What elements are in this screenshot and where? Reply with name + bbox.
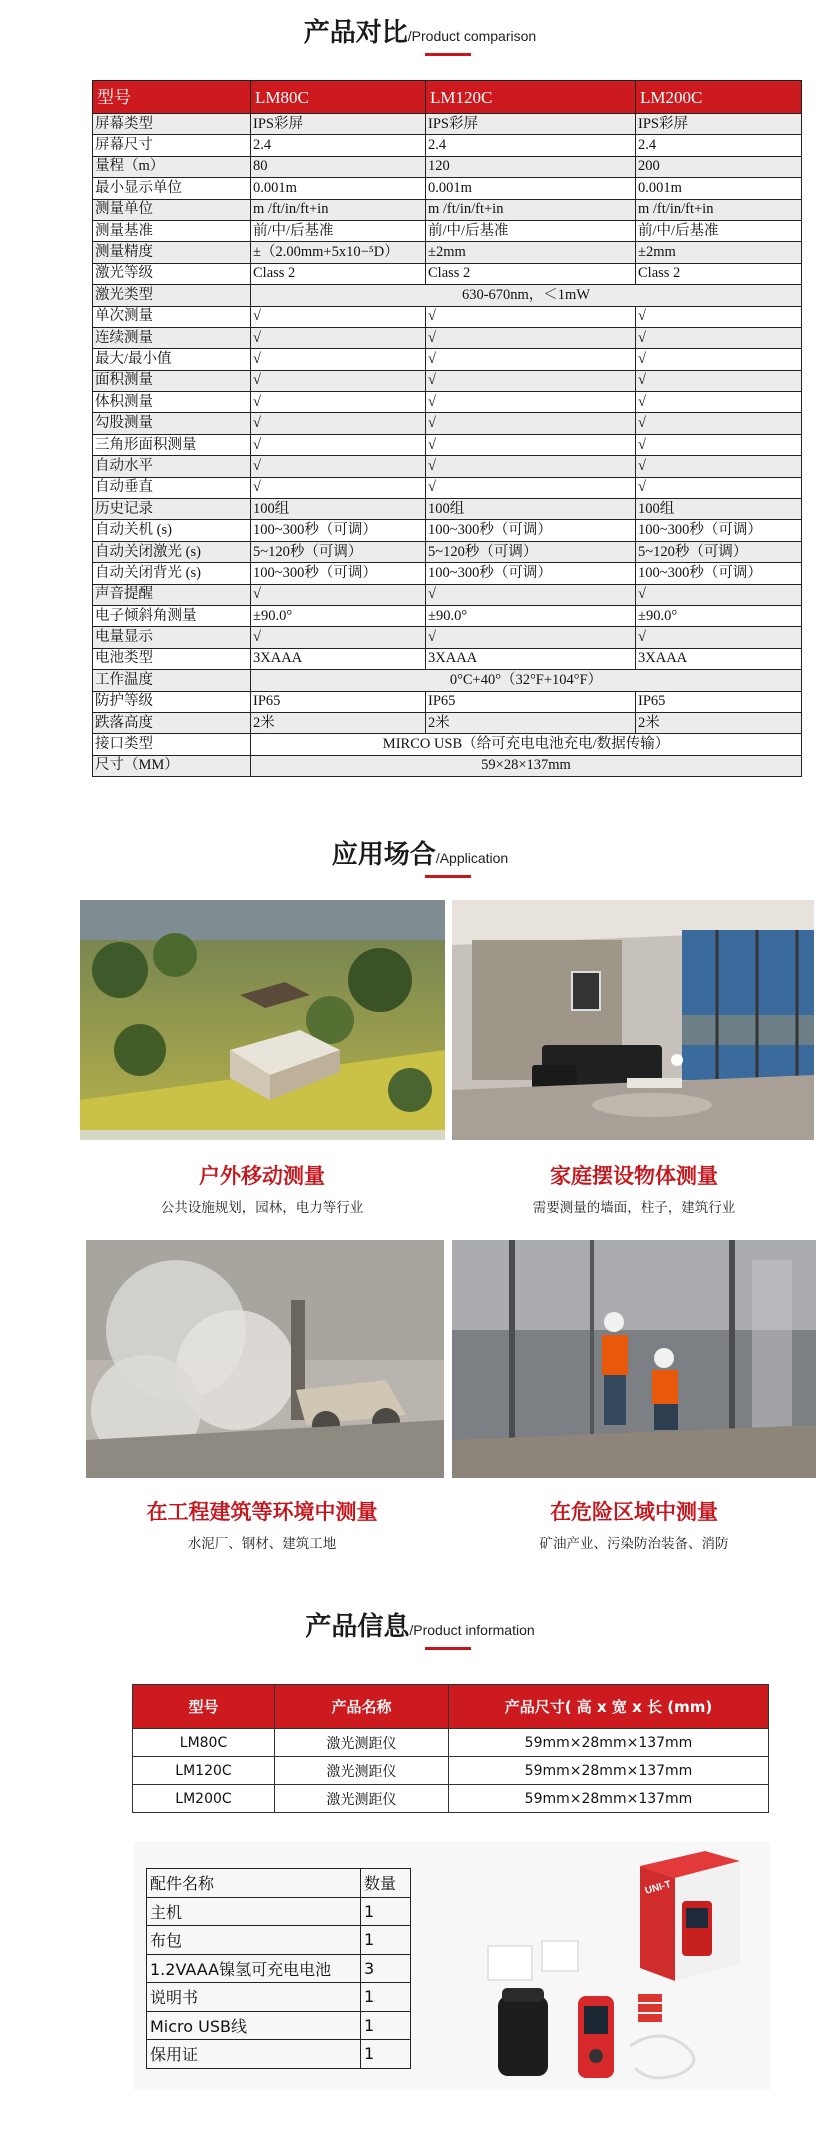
table-cell: √ — [251, 306, 426, 327]
application-title: 户外移动测量 — [199, 1164, 325, 1188]
row-label: 连续测量 — [93, 327, 251, 348]
row-label: 测量精度 — [93, 242, 251, 263]
table-cell: 1 — [361, 1897, 411, 1926]
section-title-application — [0, 834, 840, 878]
table-cell: 100~300秒（可调） — [251, 563, 426, 584]
table-row — [93, 370, 802, 391]
table-row — [147, 1954, 411, 1983]
section-title-comparison — [0, 12, 840, 56]
table-row — [93, 220, 802, 241]
table-cell: √ — [426, 413, 636, 434]
table-cell: ±90.0° — [636, 605, 802, 626]
application-subtitle: 需要测量的墙面，柱子，建筑行业 — [532, 1200, 736, 1216]
section-title-cn: 产品信息 — [305, 1612, 410, 1642]
row-label: 屏幕类型 — [93, 114, 251, 135]
table-cell: √ — [426, 349, 636, 370]
photo-living-room — [452, 900, 814, 1140]
table-cell: IP65 — [251, 691, 426, 712]
table-cell: ±2mm — [636, 242, 802, 263]
table-cell: 前/中/后基准 — [426, 220, 636, 241]
table-cell: √ — [636, 392, 802, 413]
table-cell: 激光测距仪 — [275, 1729, 449, 1757]
package-contents-image — [470, 1846, 770, 2086]
header-cell: 数量 — [361, 1869, 411, 1898]
application-title: 在危险区域中测量 — [550, 1500, 718, 1524]
header-cell: 配件名称 — [147, 1869, 361, 1898]
table-cell: 120 — [426, 156, 636, 177]
header-cell-model: LM80C — [251, 81, 426, 114]
table-row — [147, 2011, 411, 2040]
application-caption — [72, 1160, 452, 1216]
row-label: 最大/最小值 — [93, 349, 251, 370]
table-row — [93, 156, 802, 177]
table-cell: √ — [426, 477, 636, 498]
table-cell: √ — [636, 456, 802, 477]
table-cell: √ — [636, 584, 802, 605]
table-cell: 100~300秒（可调） — [636, 563, 802, 584]
table-row — [133, 1785, 769, 1813]
application-caption — [444, 1160, 824, 1216]
table-cell: ±90.0° — [426, 605, 636, 626]
table-cell: 5~120秒（可调） — [426, 541, 636, 562]
row-label: 单次测量 — [93, 306, 251, 327]
table-cell: √ — [251, 370, 426, 391]
table-cell: √ — [251, 349, 426, 370]
table-row — [93, 691, 802, 712]
table-row — [93, 349, 802, 370]
product-info-table — [132, 1684, 769, 1813]
table-cell: √ — [636, 370, 802, 391]
table-cell: √ — [636, 434, 802, 455]
table-cell-merged: 59×28×137mm — [251, 755, 802, 776]
row-label: 跌落高度 — [93, 712, 251, 733]
table-cell-merged: MIRCO USB（给可充电电池充电/数据传输） — [251, 734, 802, 755]
table-row — [133, 1757, 769, 1785]
table-header-row — [133, 1685, 769, 1729]
section-title-en: /Product comparison — [407, 28, 537, 44]
row-label: 防护等级 — [93, 691, 251, 712]
header-cell-label: 型号 — [93, 81, 251, 114]
title-underline — [425, 1647, 471, 1650]
table-row — [93, 648, 802, 669]
table-cell: 5~120秒（可调） — [636, 541, 802, 562]
table-cell: Class 2 — [251, 263, 426, 284]
table-cell: 2.4 — [251, 135, 426, 156]
row-label: 电子倾斜角测量 — [93, 605, 251, 626]
table-cell: 100~300秒（可调） — [636, 520, 802, 541]
table-cell: 激光测距仪 — [275, 1757, 449, 1785]
table-cell: √ — [426, 327, 636, 348]
table-cell: √ — [636, 627, 802, 648]
table-cell: 5~120秒（可调） — [251, 541, 426, 562]
row-label: 自动关闭背光 (s) — [93, 563, 251, 584]
application-title: 在工程建筑等环境中测量 — [146, 1500, 378, 1524]
table-cell: 100组 — [636, 499, 802, 520]
header-cell-model: LM200C — [636, 81, 802, 114]
table-row — [93, 135, 802, 156]
table-row — [93, 605, 802, 626]
table-row — [93, 712, 802, 733]
table-cell: √ — [426, 306, 636, 327]
table-cell: 1 — [361, 1983, 411, 2012]
table-cell: √ — [251, 327, 426, 348]
table-cell-merged: 0°C+40°（32°F+104°F） — [251, 670, 802, 691]
header-cell: 型号 — [133, 1685, 275, 1729]
table-row — [93, 392, 802, 413]
row-label: 自动关闭激光 (s) — [93, 541, 251, 562]
table-cell: 前/中/后基准 — [636, 220, 802, 241]
table-cell: 3 — [361, 1954, 411, 1983]
table-header-row — [147, 1869, 411, 1898]
table-row — [93, 285, 802, 306]
table-row — [93, 520, 802, 541]
table-row — [93, 178, 802, 199]
section-title-cn: 产品对比 — [303, 18, 408, 48]
table-cell: 保用证 — [147, 2040, 361, 2069]
table-cell: Class 2 — [426, 263, 636, 284]
table-cell: 100组 — [426, 499, 636, 520]
table-cell: √ — [636, 477, 802, 498]
application-caption — [444, 1496, 824, 1552]
row-label: 激光类型 — [93, 285, 251, 306]
table-cell: √ — [426, 434, 636, 455]
row-label: 工作温度 — [93, 670, 251, 691]
row-label: 屏幕尺寸 — [93, 135, 251, 156]
table-row — [93, 755, 802, 776]
table-cell: √ — [426, 456, 636, 477]
table-cell: 2米 — [251, 712, 426, 733]
title-underline — [425, 53, 471, 56]
table-row — [93, 477, 802, 498]
table-row — [93, 541, 802, 562]
row-label: 激光等级 — [93, 263, 251, 284]
table-row — [93, 114, 802, 135]
row-label: 测量基准 — [93, 220, 251, 241]
table-cell: 59mm×28mm×137mm — [449, 1729, 769, 1757]
table-cell: IPS彩屏 — [636, 114, 802, 135]
table-cell: IPS彩屏 — [426, 114, 636, 135]
table-row — [93, 734, 802, 755]
table-cell: 100~300秒（可调） — [426, 520, 636, 541]
table-cell: 100~300秒（可调） — [251, 520, 426, 541]
table-cell: √ — [426, 370, 636, 391]
table-cell: √ — [426, 627, 636, 648]
table-cell: IP65 — [426, 691, 636, 712]
row-label: 三角形面积测量 — [93, 434, 251, 455]
row-label: 历史记录 — [93, 499, 251, 520]
table-cell: Micro USB线 — [147, 2011, 361, 2040]
table-row — [147, 1983, 411, 2012]
table-row — [147, 2040, 411, 2069]
table-cell: √ — [426, 584, 636, 605]
table-cell: ±2mm — [426, 242, 636, 263]
photo-outdoor-model — [80, 900, 445, 1140]
row-label: 自动垂直 — [93, 477, 251, 498]
table-row — [93, 242, 802, 263]
table-cell: 3XAAA — [636, 648, 802, 669]
table-cell: 100组 — [251, 499, 426, 520]
section-title-info — [0, 1606, 840, 1650]
row-label: 电量显示 — [93, 627, 251, 648]
table-row — [147, 1897, 411, 1926]
table-cell: √ — [251, 413, 426, 434]
table-row — [93, 306, 802, 327]
table-cell: √ — [636, 327, 802, 348]
photo-construction-site — [86, 1240, 444, 1478]
photo-workers — [452, 1240, 816, 1478]
table-cell: LM120C — [133, 1757, 275, 1785]
accessories-table — [146, 1868, 411, 2069]
table-row — [93, 584, 802, 605]
title-underline — [425, 875, 471, 878]
table-cell: LM200C — [133, 1785, 275, 1813]
row-label: 尺寸（MM） — [93, 755, 251, 776]
application-subtitle: 水泥厂、钢材、建筑工地 — [187, 1536, 337, 1552]
table-cell: 0.001m — [251, 178, 426, 199]
row-label: 面积测量 — [93, 370, 251, 391]
header-cell-model: LM120C — [426, 81, 636, 114]
table-cell: √ — [251, 392, 426, 413]
application-subtitle: 公共设施规划，园林，电力等行业 — [160, 1200, 364, 1216]
table-cell: 0.001m — [426, 178, 636, 199]
table-cell: 1.2VAAA镍氢可充电电池 — [147, 1954, 361, 1983]
table-cell-merged: 630-670nm，＜1mW — [251, 285, 802, 306]
row-label: 电池类型 — [93, 648, 251, 669]
table-row — [147, 1926, 411, 1955]
table-row — [133, 1729, 769, 1757]
box-brand-logo: UNI-T — [643, 1878, 673, 1897]
row-label: 最小显示单位 — [93, 178, 251, 199]
table-cell: √ — [251, 627, 426, 648]
table-row — [93, 263, 802, 284]
row-label: 自动关机 (s) — [93, 520, 251, 541]
table-cell: IP65 — [636, 691, 802, 712]
table-row — [93, 670, 802, 691]
table-cell: LM80C — [133, 1729, 275, 1757]
table-row — [93, 499, 802, 520]
table-cell: 1 — [361, 1926, 411, 1955]
comparison-table — [92, 80, 802, 777]
application-caption — [72, 1496, 452, 1552]
row-label: 勾股测量 — [93, 413, 251, 434]
table-cell: 2.4 — [426, 135, 636, 156]
row-label: 接口类型 — [93, 734, 251, 755]
table-cell: 59mm×28mm×137mm — [449, 1757, 769, 1785]
table-row — [93, 434, 802, 455]
table-cell: 主机 — [147, 1897, 361, 1926]
application-subtitle: 矿油产业、污染防治装备、消防 — [539, 1536, 729, 1552]
table-row — [93, 627, 802, 648]
table-cell: 说明书 — [147, 1983, 361, 2012]
table-cell: 布包 — [147, 1926, 361, 1955]
table-cell: IPS彩屏 — [251, 114, 426, 135]
table-cell: 80 — [251, 156, 426, 177]
table-cell: 2米 — [636, 712, 802, 733]
table-cell: √ — [251, 434, 426, 455]
table-cell: 2.4 — [636, 135, 802, 156]
table-row — [93, 456, 802, 477]
table-cell: 1 — [361, 2040, 411, 2069]
row-label: 体积测量 — [93, 392, 251, 413]
table-cell: √ — [636, 349, 802, 370]
table-cell: m /ft/in/ft+in — [426, 199, 636, 220]
table-row — [93, 327, 802, 348]
table-cell: √ — [251, 584, 426, 605]
table-header-row — [93, 81, 802, 114]
section-title-en: /Product information — [409, 1622, 535, 1638]
section-title-en: /Application — [435, 850, 509, 866]
row-label: 测量单位 — [93, 199, 251, 220]
table-row — [93, 563, 802, 584]
table-cell: 2米 — [426, 712, 636, 733]
header-cell: 产品名称 — [275, 1685, 449, 1729]
table-cell: ±90.0° — [251, 605, 426, 626]
table-cell: 前/中/后基准 — [251, 220, 426, 241]
table-cell: m /ft/in/ft+in — [636, 199, 802, 220]
application-title: 家庭摆设物体测量 — [550, 1164, 718, 1188]
table-cell: 3XAAA — [251, 648, 426, 669]
table-cell: 3XAAA — [426, 648, 636, 669]
row-label: 自动水平 — [93, 456, 251, 477]
table-cell: 100~300秒（可调） — [426, 563, 636, 584]
table-cell: √ — [251, 477, 426, 498]
table-row — [93, 413, 802, 434]
table-cell: √ — [636, 306, 802, 327]
row-label: 声音提醒 — [93, 584, 251, 605]
table-cell: 激光测距仪 — [275, 1785, 449, 1813]
table-row — [93, 199, 802, 220]
table-cell: Class 2 — [636, 263, 802, 284]
table-cell: ±（2.00mm+5x10−⁵D） — [251, 242, 426, 263]
section-title-cn: 应用场合 — [331, 840, 436, 870]
table-cell: √ — [426, 392, 636, 413]
table-cell: 59mm×28mm×137mm — [449, 1785, 769, 1813]
header-cell: 产品尺寸( 高 x 宽 x 长 (mm) — [449, 1685, 769, 1729]
table-cell: 0.001m — [636, 178, 802, 199]
table-cell: √ — [251, 456, 426, 477]
table-cell: √ — [636, 413, 802, 434]
table-cell: 1 — [361, 2011, 411, 2040]
table-cell: 200 — [636, 156, 802, 177]
table-cell: m /ft/in/ft+in — [251, 199, 426, 220]
row-label: 量程（m） — [93, 156, 251, 177]
